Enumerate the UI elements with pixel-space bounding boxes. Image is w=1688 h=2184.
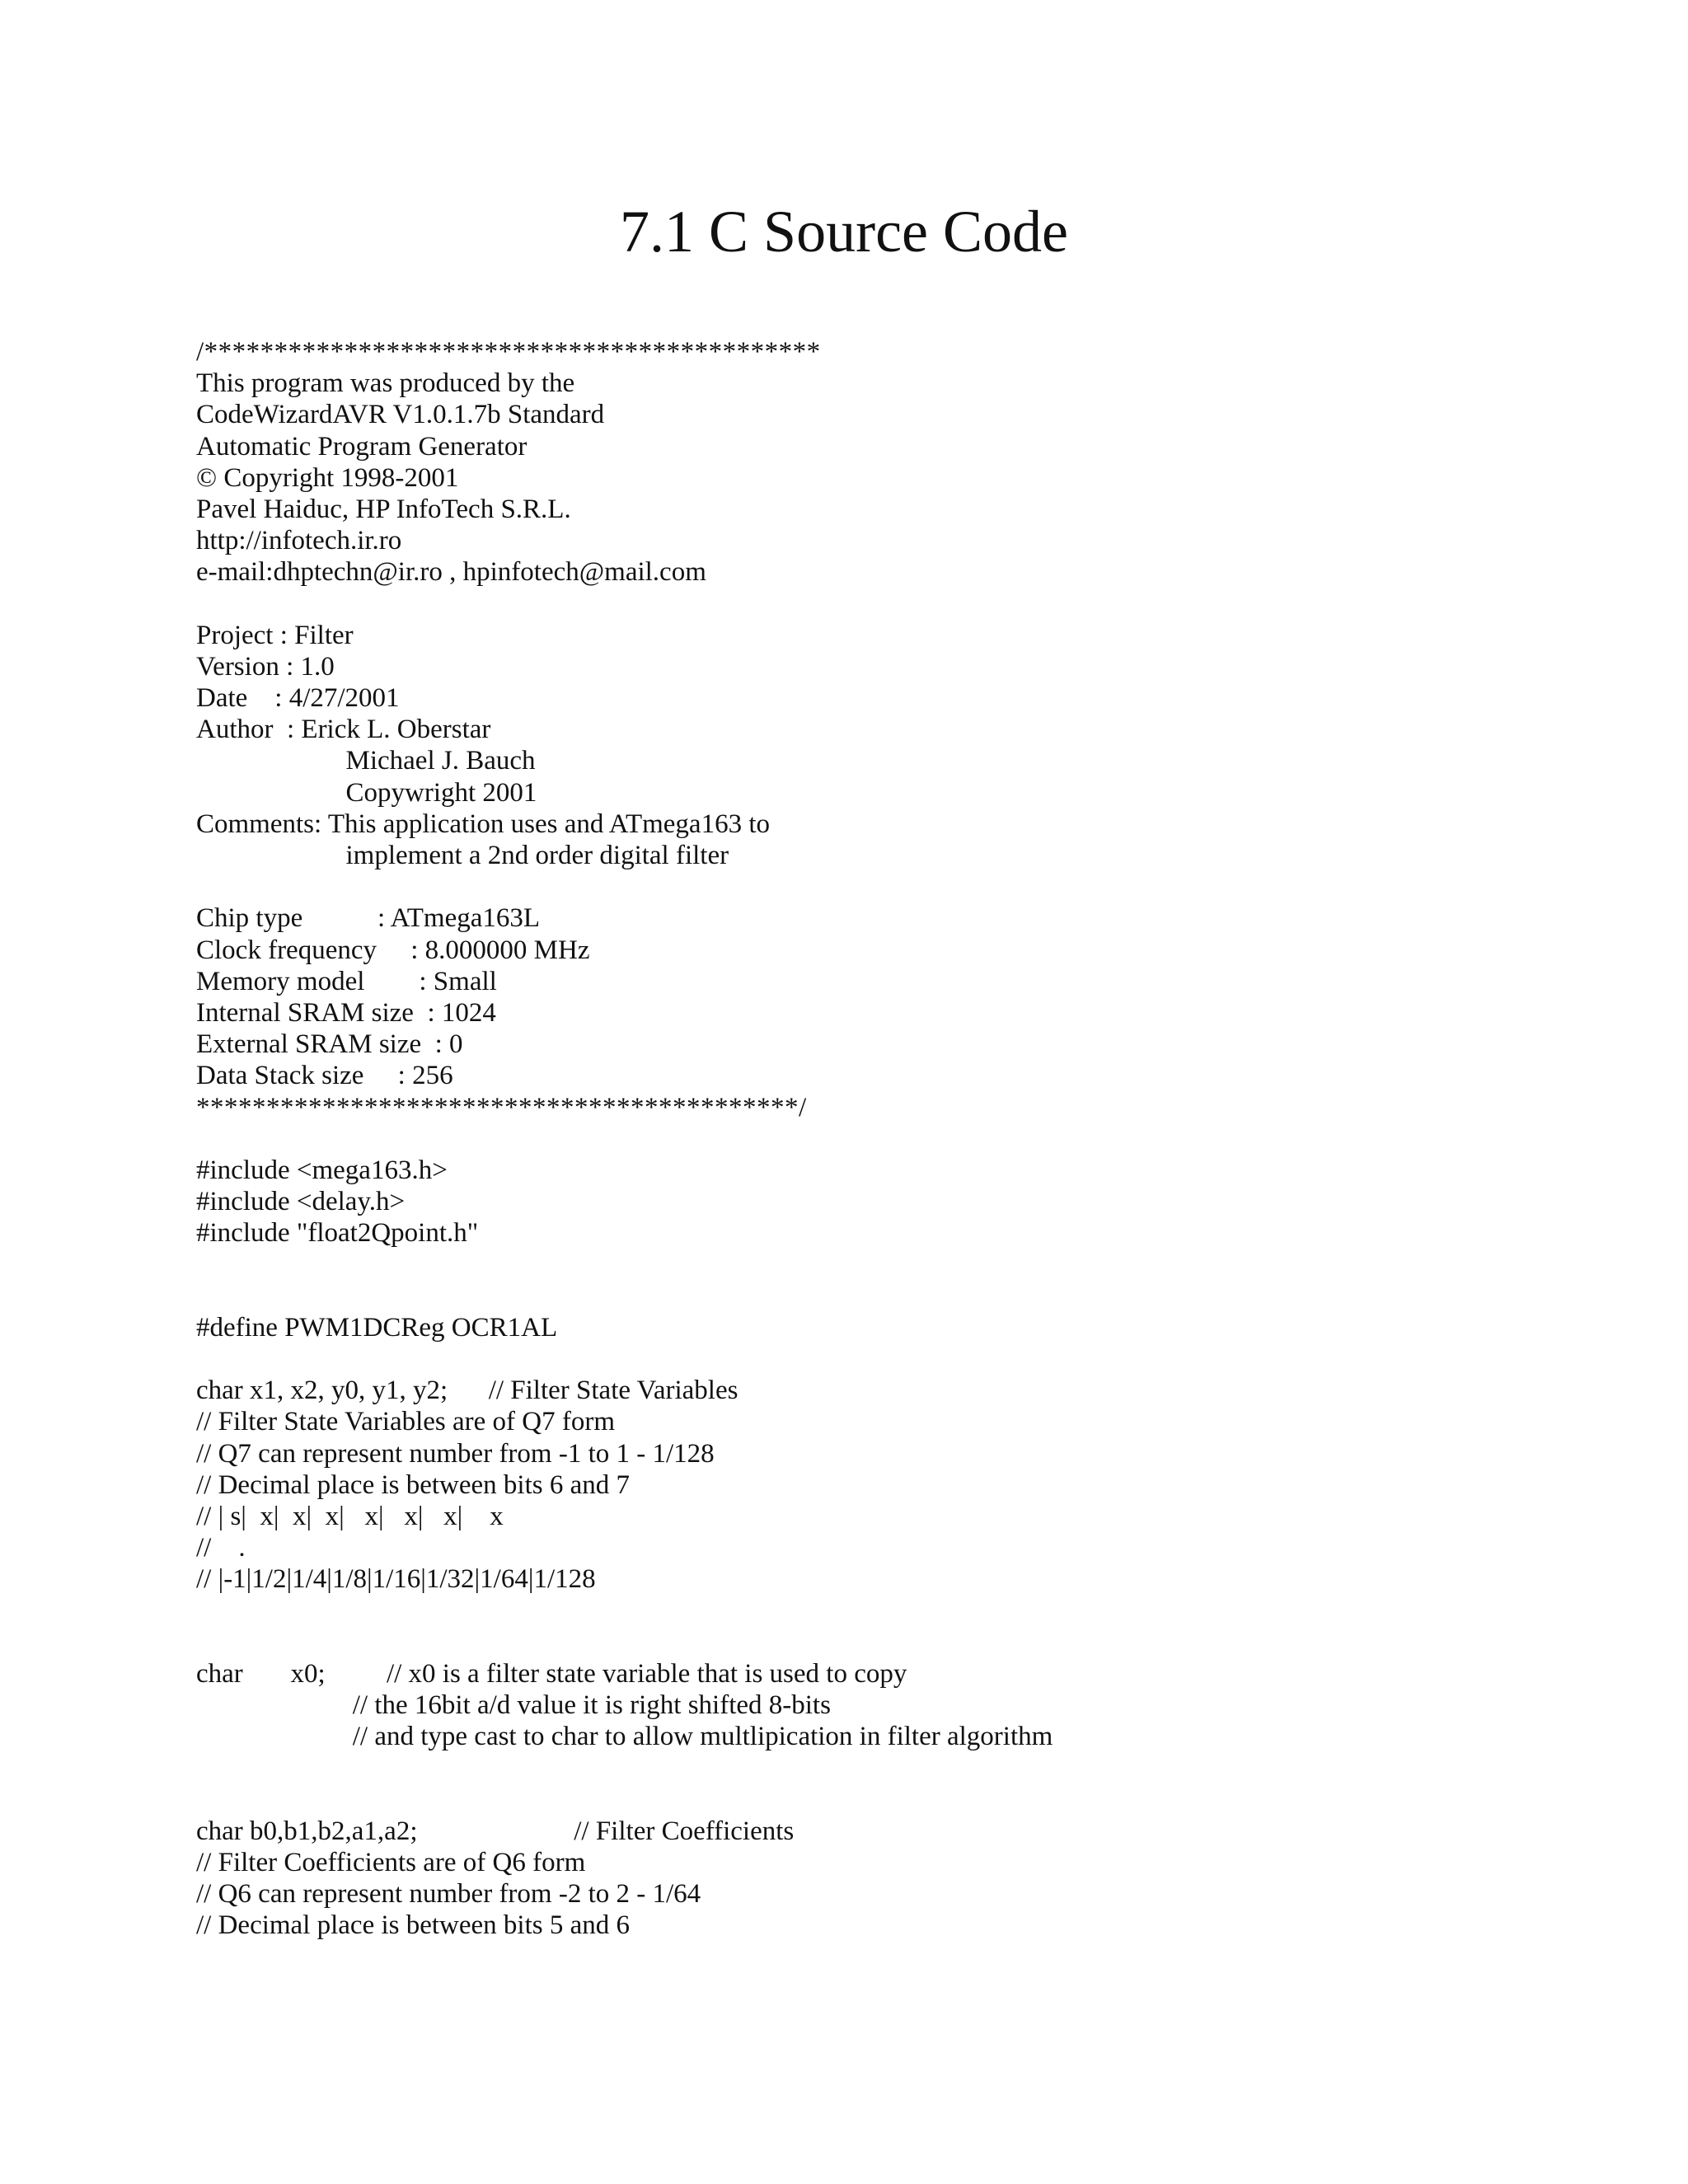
- x0-line: // and type cast to char to allow multlipication in filter algorithm: [196, 1722, 1053, 1752]
- state-var-line: // .: [196, 1533, 246, 1563]
- blank-line: [196, 1123, 1647, 1155]
- chip-line: Memory model : Small: [196, 966, 497, 996]
- chip-line: Data Stack size : 256: [196, 1061, 453, 1091]
- blank-line: [196, 1249, 1647, 1311]
- header-line: Automatic Program Generator: [196, 431, 528, 462]
- x0-line: // the 16bit a/d value it is right shifted 8-bits: [196, 1690, 831, 1721]
- header-line: This program was produced by the: [196, 368, 575, 399]
- state-var-line: // Decimal place is between bits 6 and 7: [196, 1469, 631, 1500]
- header-line: © Copyright 1998-2001: [196, 462, 459, 493]
- page-title: 7.1 C Source Code: [620, 199, 1068, 265]
- project-line: implement a 2nd order digital filter: [196, 841, 729, 870]
- header-line: CodeWizardAVR V1.0.1.7b Standard: [196, 400, 605, 430]
- project-line: Date : 4/27/2001: [196, 683, 400, 714]
- state-var-line: // | s| x| x| x| x| x| x| x: [196, 1501, 504, 1531]
- include-line: #include <delay.h>: [196, 1187, 406, 1217]
- comment-close: *******************************************/: [196, 1092, 807, 1122]
- state-var-line: // Q7 can represent number from -1 to 1 - 1/128: [196, 1438, 715, 1469]
- project-line: Version : 1.0: [196, 651, 335, 682]
- blank-line: [196, 1752, 1647, 1815]
- define-line: #define PWM1DCReg OCR1AL: [196, 1312, 558, 1343]
- blank-line: [196, 1596, 1647, 1658]
- header-line: e-mail:dhptechn@ir.ro , hpinfotech@mail.com: [196, 557, 706, 588]
- chip-line: Clock frequency : 8.000000 MHz: [196, 935, 590, 965]
- state-var-line: char x1, x2, y0, y1, y2; // Filter State Variables: [196, 1376, 738, 1406]
- chip-line: External SRAM size : 0: [196, 1029, 463, 1060]
- coeff-line: // Filter Coefficients are of Q6 form: [196, 1848, 586, 1878]
- header-line: Pavel Haiduc, HP InfoTech S.R.L.: [196, 494, 571, 524]
- x0-line: char x0; // x0 is a filter state variable that is used to copy: [196, 1658, 907, 1689]
- include-line: #include <mega163.h>: [196, 1155, 448, 1185]
- state-var-line: // |-1|1/2|1/4|1/8|1/16|1/32|1/64|1/128: [196, 1564, 596, 1595]
- blank-line: [196, 871, 1647, 902]
- chip-line: Chip type : ATmega163L: [196, 903, 541, 934]
- project-line: Author : Erick L. Oberstar: [196, 715, 491, 745]
- project-line: Comments: This application uses and ATmega163 to: [196, 808, 770, 839]
- blank-line: [196, 588, 1647, 620]
- coeff-line: char b0,b1,b2,a1,a2; // Filter Coefficients: [196, 1816, 795, 1846]
- project-line: Michael J. Bauch: [196, 746, 536, 776]
- code-listing: [196, 336, 1647, 1942]
- chip-line: Internal SRAM size : 1024: [196, 997, 496, 1028]
- project-line: Project : Filter: [196, 620, 354, 650]
- state-var-line: // Filter State Variables are of Q7 form: [196, 1407, 616, 1437]
- coeff-line: // Q6 can represent number from -2 to 2 - 1/64: [196, 1879, 701, 1910]
- include-line: #include "float2Qpoint.h": [196, 1218, 479, 1249]
- comment-open: /********************************************: [196, 337, 821, 367]
- project-line: Copywright 2001: [196, 777, 537, 808]
- header-line: http://infotech.ir.ro: [196, 526, 402, 556]
- coeff-line: // Decimal place is between bits 5 and 6: [196, 1910, 631, 1941]
- blank-line: [196, 1343, 1647, 1375]
